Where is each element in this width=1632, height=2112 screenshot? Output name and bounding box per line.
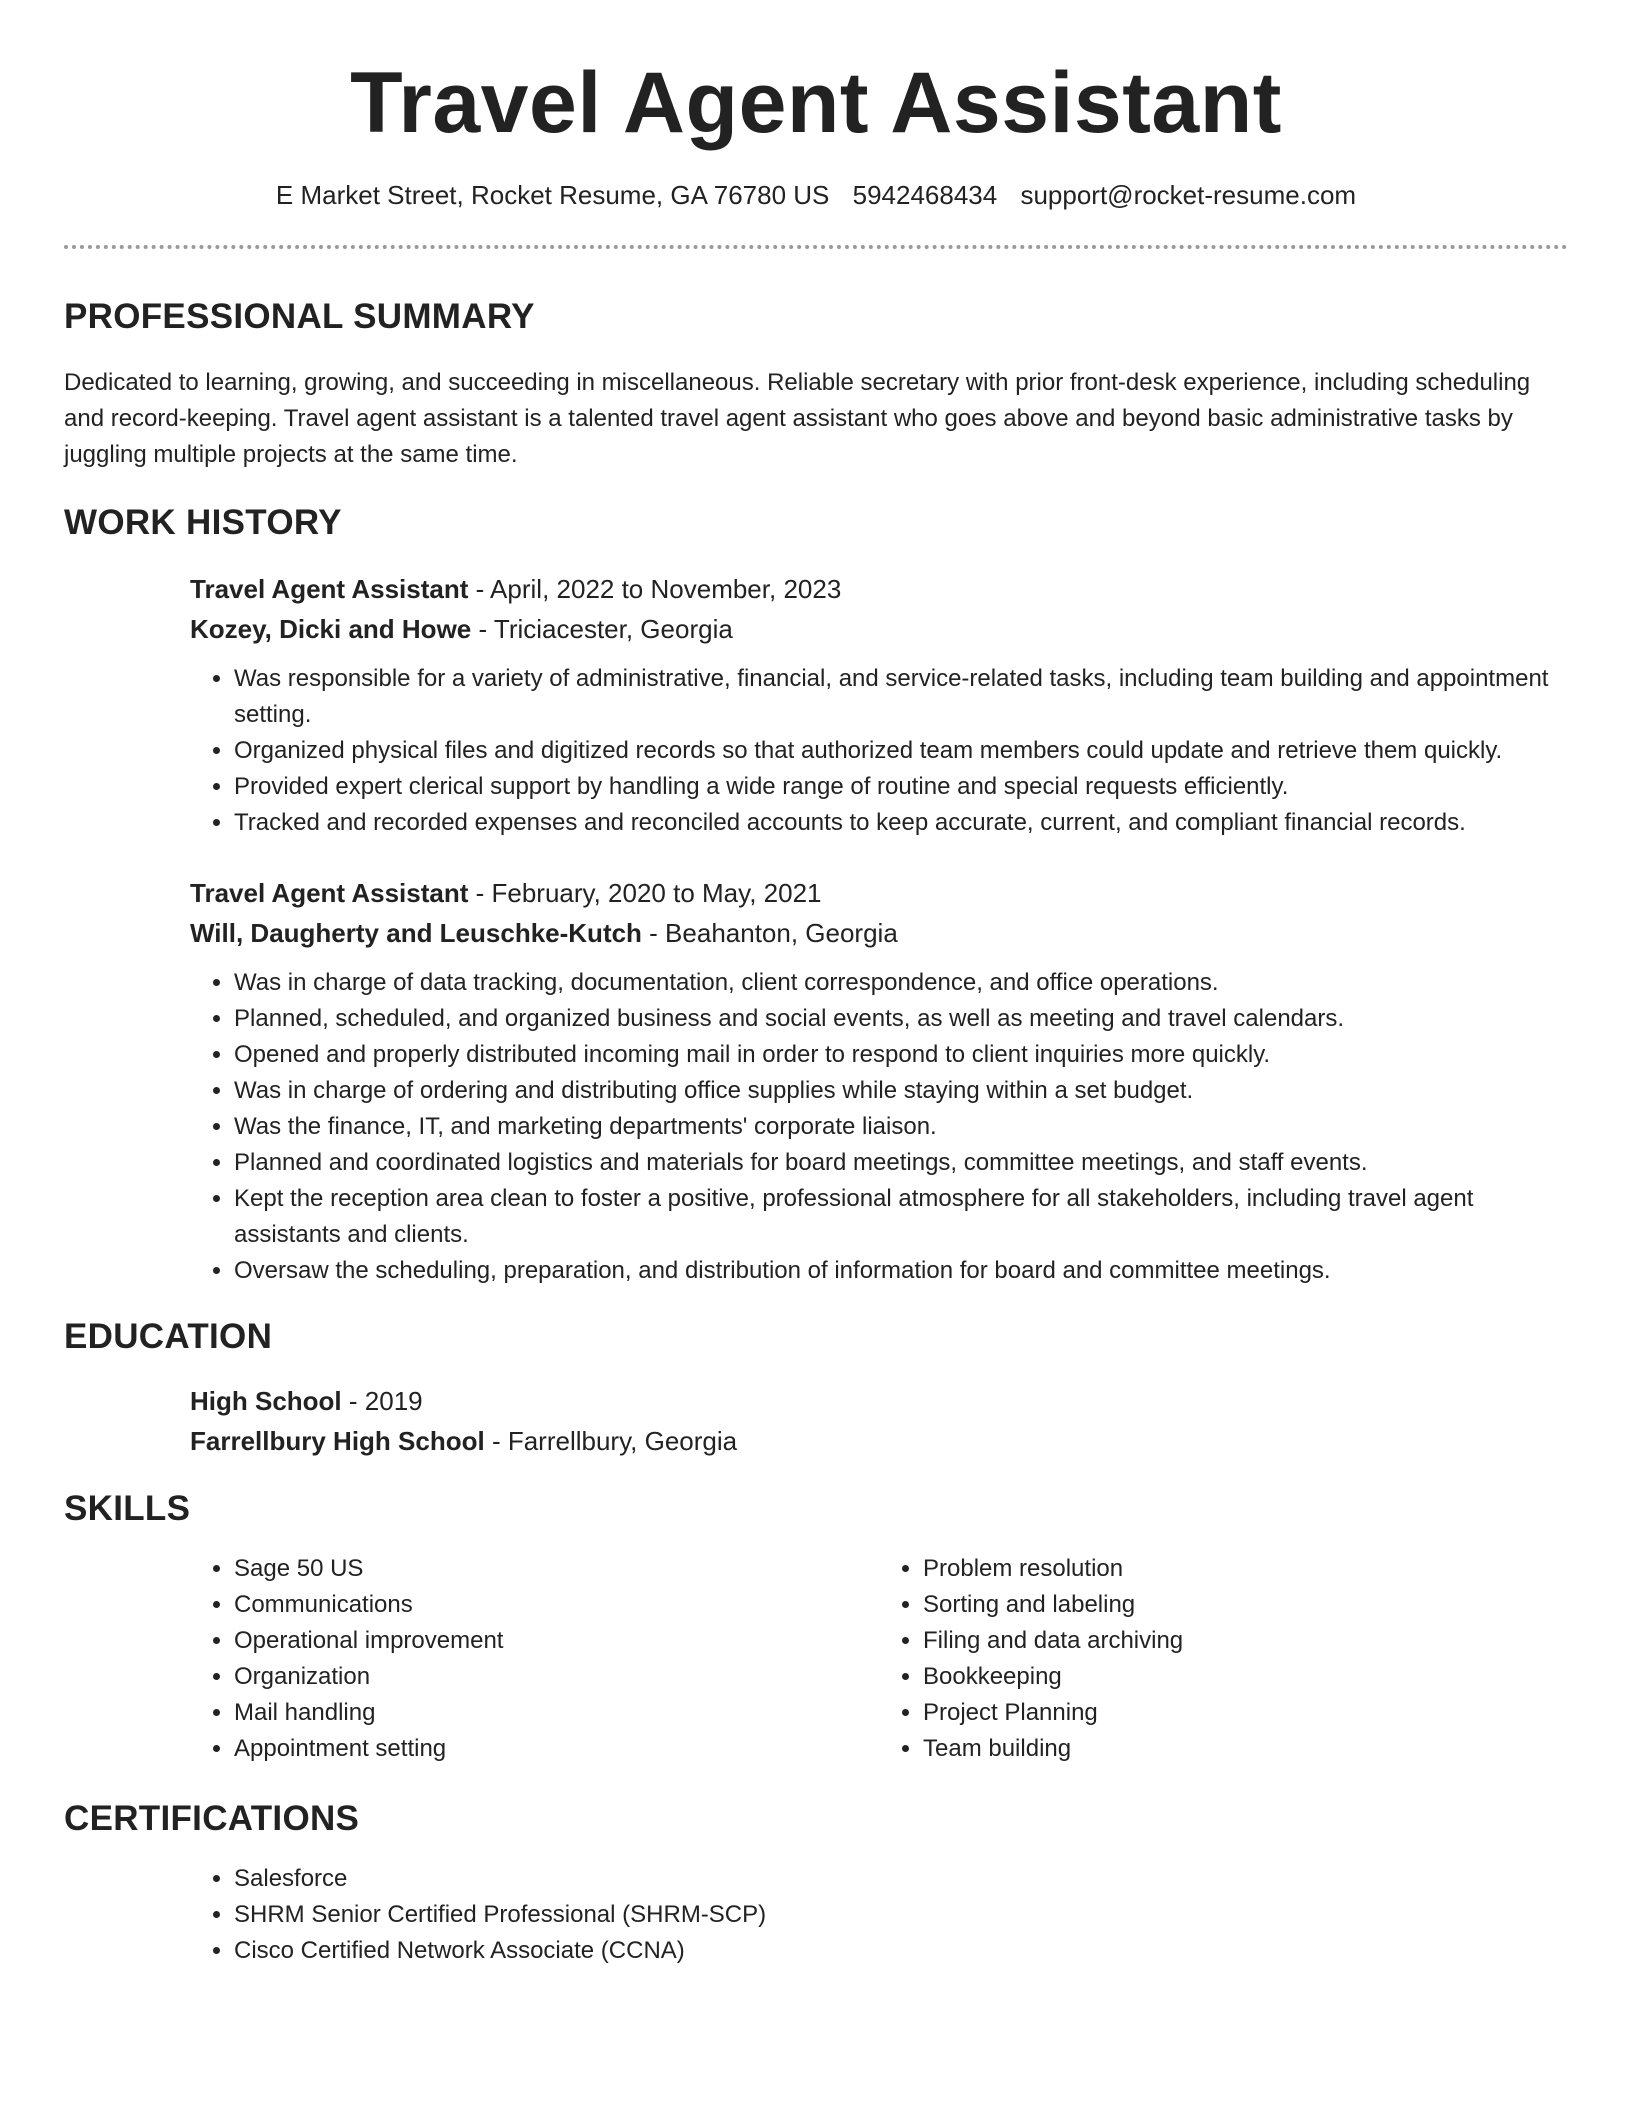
skill-item: • Problem resolution	[923, 1551, 1568, 1587]
skill-item: • Team building	[923, 1731, 1568, 1767]
job-bullet: • Tracked and recorded expenses and reconciled accounts to keep accurate, current, and compliant financial records.	[234, 805, 1568, 841]
skill-item: • Mail handling	[234, 1695, 879, 1731]
education-year: - 2019	[341, 1386, 423, 1416]
job-bullet: • Opened and properly distributed incoming mail in order to respond to client inquiries more quickly.	[234, 1037, 1568, 1073]
job-location: - Beahanton, Georgia	[641, 918, 898, 948]
skills-column-right	[879, 1551, 1568, 1767]
job-title-line	[190, 569, 1568, 609]
job-bullet: • Oversaw the scheduling, preparation, and distribution of information for board and committee meetings.	[234, 1253, 1568, 1289]
certifications-list	[190, 1861, 1568, 1969]
job-role: Travel Agent Assistant	[190, 878, 469, 908]
education-school-line	[190, 1421, 1568, 1461]
job-bullet: • Was responsible for a variety of administrative, financial, and service-related tasks, including team building and appointment setting.	[234, 661, 1568, 733]
job-bullet: • Provided expert clerical support by handling a wide range of routine and special requests efficiently.	[234, 769, 1568, 805]
certification-item: • Salesforce	[234, 1861, 1568, 1897]
certifications-bullets	[190, 1861, 1568, 1969]
education-entry	[190, 1381, 1568, 1461]
job-company-line	[190, 913, 1568, 953]
skill-item: • Operational improvement	[234, 1623, 879, 1659]
job-title-line	[190, 873, 1568, 913]
education-location: - Farrellbury, Georgia	[484, 1426, 738, 1456]
job-company: Will, Daugherty and Leuschke-Kutch	[190, 918, 642, 948]
job-dates: - February, 2020 to May, 2021	[468, 878, 822, 908]
education-degree-line	[190, 1381, 1568, 1421]
job-bullet: • Kept the reception area clean to foster a positive, professional atmosphere for all stakeholders, including travel agent assistants and clients.	[234, 1181, 1568, 1253]
section-title-work-history: WORK HISTORY	[64, 503, 342, 542]
job-role: Travel Agent Assistant	[190, 574, 469, 604]
skill-item: • Sage 50 US	[234, 1551, 879, 1587]
job-bullet: • Planned and coordinated logistics and materials for board meetings, committee meetings, and staff events.	[234, 1145, 1568, 1181]
section-title-certifications: CERTIFICATIONS	[64, 1799, 360, 1838]
candidate-name: Travel Agent Assistant	[350, 55, 1282, 151]
job-dates: - April, 2022 to November, 2023	[468, 574, 842, 604]
skills-column-left	[190, 1551, 879, 1767]
section-title-education: EDUCATION	[64, 1317, 273, 1356]
skill-item: • Sorting and labeling	[923, 1587, 1568, 1623]
job-entry	[190, 569, 1568, 841]
section-title-skills: SKILLS	[64, 1489, 191, 1528]
skill-item: • Project Planning	[923, 1695, 1568, 1731]
skills-list	[190, 1551, 1568, 1767]
certification-item: • SHRM Senior Certified Professional (SHRM-SCP)	[234, 1897, 1568, 1933]
job-bullet: • Planned, scheduled, and organized business and social events, as well as meeting and travel calendars.	[234, 1001, 1568, 1037]
job-bullet: • Was the finance, IT, and marketing departments' corporate liaison.	[234, 1109, 1568, 1145]
summary-text: Dedicated to learning, growing, and succeeding in miscellaneous. Reliable secretary with prior front-desk experience, including scheduling and record-keeping. Travel agent assistant is a talented travel agent assistant who goes above and beyond basic administrative tasks by juggling multiple projects at the same time.	[64, 369, 1531, 468]
contact-info	[64, 180, 1568, 211]
job-location: - Triciacester, Georgia	[471, 614, 733, 644]
education-school: Farrellbury High School	[190, 1426, 485, 1456]
skill-item: • Organization	[234, 1659, 879, 1695]
skill-item: • Filing and data archiving	[923, 1623, 1568, 1659]
job-bullet: • Organized physical files and digitized records so that authorized team members could update and retrieve them quickly.	[234, 733, 1568, 769]
skill-item: • Bookkeeping	[923, 1659, 1568, 1695]
job-company-line	[190, 609, 1568, 649]
contact-address: E Market Street, Rocket Resume, GA 76780 US	[275, 180, 830, 210]
skill-item: • Appointment setting	[234, 1731, 879, 1767]
job-bullets	[190, 661, 1568, 841]
job-bullets	[190, 965, 1568, 1289]
job-entry	[190, 873, 1568, 1289]
skill-item: • Communications	[234, 1587, 879, 1623]
job-company: Kozey, Dicki and Howe	[190, 614, 472, 644]
contact-phone: 5942468434	[852, 180, 998, 210]
job-bullet: • Was in charge of data tracking, documentation, client correspondence, and office operations.	[234, 965, 1568, 1001]
education-degree: High School	[190, 1386, 342, 1416]
job-bullet: • Was in charge of ordering and distributing office supplies while staying within a set budget.	[234, 1073, 1568, 1109]
certification-item: • Cisco Certified Network Associate (CCNA)	[234, 1933, 1568, 1969]
section-title-summary: PROFESSIONAL SUMMARY	[64, 297, 535, 336]
contact-email: support@rocket-resume.com	[1020, 180, 1357, 210]
header-divider	[64, 245, 1568, 249]
